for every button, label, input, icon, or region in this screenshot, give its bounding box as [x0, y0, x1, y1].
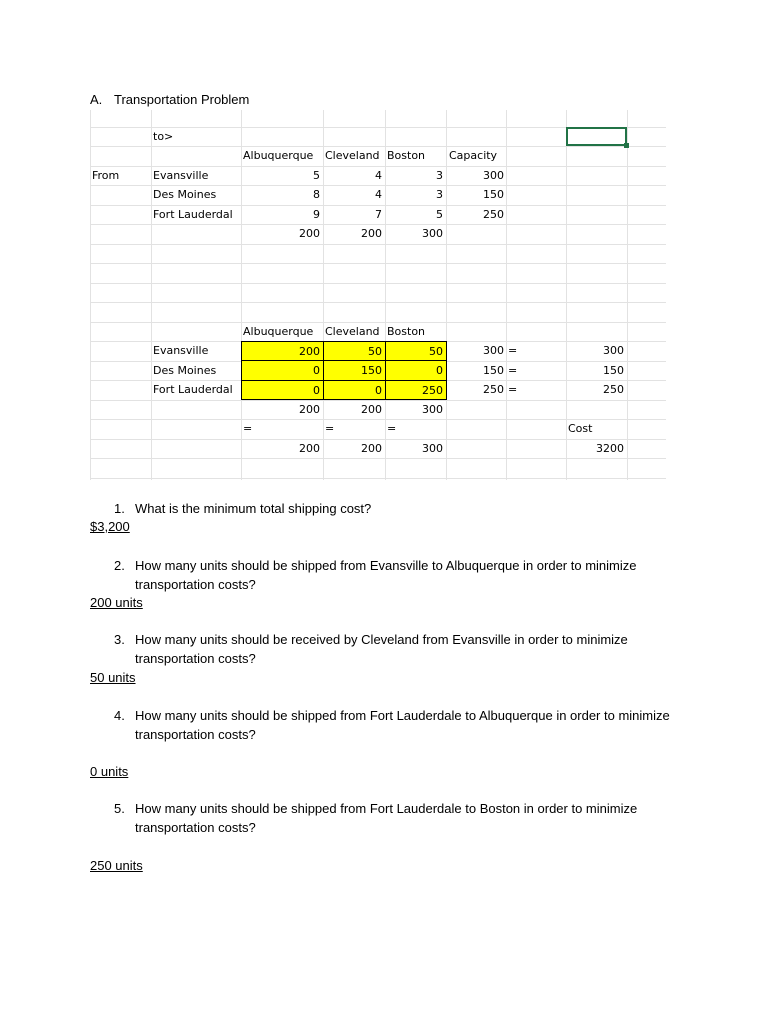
shipment-cell: 0 [385, 360, 447, 381]
grid-line [506, 110, 507, 480]
question-text: How many units should be shipped from Evansville to Albuquerque in order to minimize transportation costs? [135, 558, 637, 592]
question-item [114, 556, 674, 594]
question-item [114, 499, 674, 518]
question-item [114, 630, 674, 668]
capacity-rhs-cell: 250 [603, 383, 624, 396]
answer-text: 0 units [90, 764, 129, 779]
cost-cell: 4 [375, 169, 382, 182]
equals-sign: = [508, 364, 518, 377]
cost-cell: 4 [375, 188, 382, 201]
answer-text: $3,200 [90, 519, 130, 534]
answer-text: 250 units [90, 858, 143, 873]
equals-sign: = [508, 344, 518, 357]
destination-header: Cleveland [325, 149, 380, 162]
equals-sign: = [325, 422, 335, 435]
source-label: Des Moines [153, 364, 217, 377]
demand-rhs-cell: 200 [361, 442, 382, 455]
capacity-cell: 300 [483, 169, 504, 182]
shipment-cell: 250 [385, 380, 447, 400]
grid-line [90, 244, 666, 245]
source-label: Evansville [153, 169, 209, 182]
column-total-cell: 200 [299, 403, 320, 416]
shipment-cell: 150 [323, 360, 386, 381]
demand-cell: 300 [422, 227, 443, 240]
section-title: Transportation Problem [114, 92, 250, 107]
capacity-cell: 150 [483, 188, 504, 201]
capacity-cell: 250 [483, 208, 504, 221]
cost-cell: 5 [313, 169, 320, 182]
capacity-rhs-cell: 300 [603, 344, 624, 357]
grid-line [90, 478, 666, 479]
shipment-cell: 0 [241, 360, 324, 381]
question-number: 5. [114, 801, 125, 816]
cost-cell: 3 [436, 169, 443, 182]
demand-cell: 200 [299, 227, 320, 240]
question-number: 4. [114, 708, 125, 723]
shipment-cell: 50 [385, 341, 447, 361]
capacity-header: Capacity [449, 149, 498, 162]
question-item [114, 706, 674, 744]
destination-header: Boston [387, 325, 426, 338]
row-total-cell: 150 [483, 364, 504, 377]
equals-sign: = [387, 422, 397, 435]
destination-header: Albuquerque [243, 149, 314, 162]
answer-text: 200 units [90, 595, 143, 610]
demand-rhs-cell: 300 [422, 442, 443, 455]
demand-rhs-cell: 200 [299, 442, 320, 455]
capacity-rhs-cell: 150 [603, 364, 624, 377]
cost-cell: 3 [436, 188, 443, 201]
shipment-cell: 0 [323, 380, 386, 400]
demand-cell: 200 [361, 227, 382, 240]
active-cell-selection [566, 127, 627, 146]
source-label: Fort Lauderdal [153, 208, 233, 221]
source-label: Fort Lauderdal [153, 383, 233, 396]
spreadsheet-image [90, 110, 666, 480]
equals-sign: = [508, 383, 518, 396]
section-letter: A. [90, 92, 103, 107]
row-total-cell: 300 [483, 344, 504, 357]
to-label: to> [153, 130, 174, 143]
shipment-cell: 50 [323, 341, 386, 361]
cost-cell: 9 [313, 208, 320, 221]
grid-line [90, 302, 666, 303]
question-item [114, 799, 674, 837]
question-text: How many units should be shipped from Fort Lauderdale to Boston in order to minimize transportation costs? [135, 801, 638, 835]
cost-label: Cost [568, 422, 593, 435]
cost-cell: 8 [313, 188, 320, 201]
destination-header: Boston [387, 149, 426, 162]
section-heading [90, 92, 249, 107]
column-total-cell: 200 [361, 403, 382, 416]
destination-header: Albuquerque [243, 325, 314, 338]
question-text: How many units should be shipped from Fort Lauderdale to Albuquerque in order to minimize transportation costs? [135, 708, 670, 742]
source-label: Des Moines [153, 188, 217, 201]
cost-cell: 7 [375, 208, 382, 221]
total-cost-cell: 3200 [596, 442, 624, 455]
answer-text: 50 units [90, 670, 136, 685]
from-label: From [92, 169, 120, 182]
equals-sign: = [243, 422, 253, 435]
grid-line [627, 110, 628, 480]
question-text: How many units should be received by Cleveland from Evansville in order to minimize transportation costs? [135, 632, 628, 666]
question-number: 3. [114, 632, 125, 647]
destination-header: Cleveland [325, 325, 380, 338]
question-number: 2. [114, 558, 125, 573]
column-total-cell: 300 [422, 403, 443, 416]
shipment-cell: 200 [241, 341, 324, 361]
grid-line [90, 283, 666, 284]
source-label: Evansville [153, 344, 209, 357]
row-total-cell: 250 [483, 383, 504, 396]
shipment-cell: 0 [241, 380, 324, 400]
question-number: 1. [114, 501, 125, 516]
grid-line [90, 263, 666, 264]
cost-cell: 5 [436, 208, 443, 221]
question-text: What is the minimum total shipping cost? [135, 501, 372, 516]
grid-line [90, 458, 666, 459]
